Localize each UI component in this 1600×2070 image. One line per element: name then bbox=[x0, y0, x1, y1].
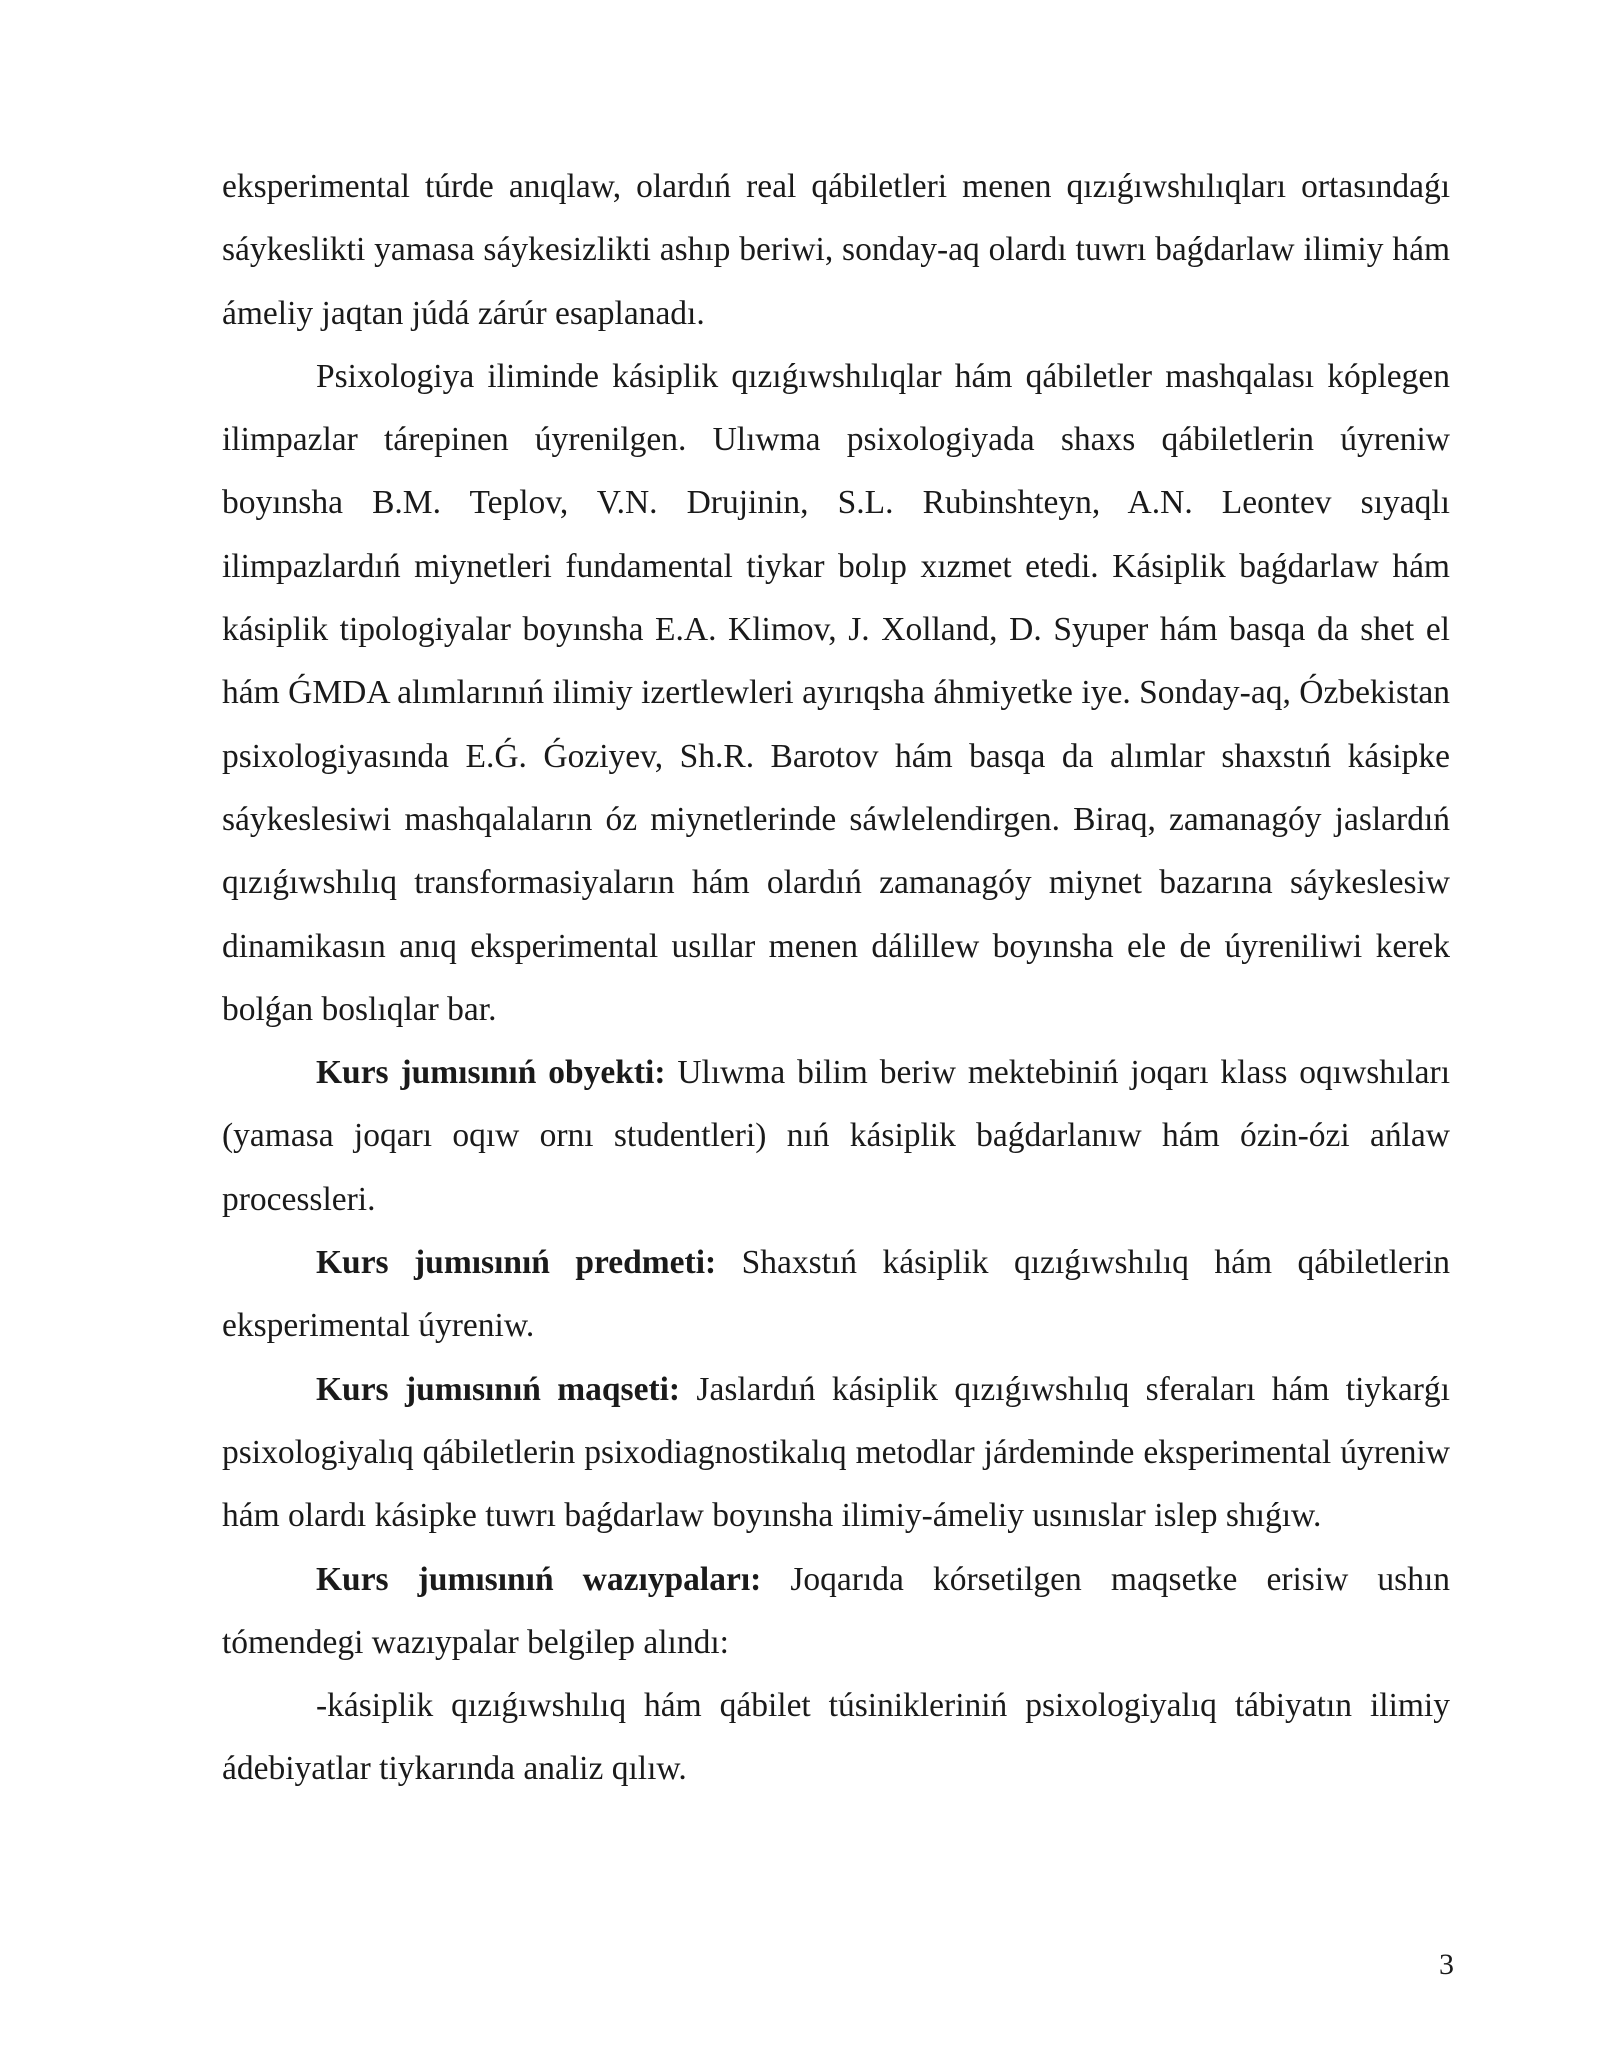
paragraph-text: Joqarıda kórsetilgen maqsetke erisiw ushın tómendegi wazıypalar belgilep alındı: bbox=[222, 1560, 1451, 1661]
paragraph-text: Shaxstıń kásiplik qızıǵıwshılıq hám qábiletlerin eksperimental úyreniw. bbox=[222, 1244, 1450, 1345]
paragraph-text: Ulıwma bilim beriw mektebiniń joqarı klass oqıwshıları (yamasa joqarı oqıw ornı studentleri) nıń kásiplik baǵdarlanıw hám ózin-ózi ańlaw processleri. bbox=[222, 1054, 1450, 1218]
paragraph-heading: Kurs jumısınıń predmeti: bbox=[316, 1244, 717, 1282]
paragraph-text: Jaslardıń kásiplik qızıǵıwshılıq sferaları hám tiykarǵı psixologiyalıq qábiletlerin psixodiagnostikalıq metodlar járdeminde eksperimental úyreniw hám olardı kásipke tuwrı baǵdarlaw boyınsha ilimiy-ámeliy usınıslar islep shıǵıw. bbox=[222, 1370, 1450, 1535]
paragraph-task-item bbox=[222, 1674, 1450, 1801]
paragraph-text: eksperimental túrde anıqlaw, olardıń real qábiletleri menen qızıǵıwshılıqları ortasındaǵı sáykeslikti yamasa sáykesizlikti ashıp beriwi, sonday-aq olardı tuwrı baǵdarlaw ilimiy hám ámeliy jaqtan júdá zárúr esaplanadı. bbox=[222, 168, 1450, 332]
paragraph-intro-continuation bbox=[222, 155, 1450, 345]
paragraph-heading: Kurs jumısınıń obyekti: bbox=[316, 1054, 666, 1092]
paragraph-heading: Kurs jumısınıń maqseti: bbox=[316, 1370, 681, 1408]
paragraph-tasks bbox=[222, 1548, 1450, 1675]
paragraph-object bbox=[222, 1041, 1450, 1231]
paragraph-text: -kásiplik qızıǵıwshılıq hám qábilet túsinikleriniń psixologiyalıq tábiyatın ilimiy ádebiyatlar tiykarında analiz qılıw. bbox=[222, 1687, 1450, 1788]
paragraph-literature-review bbox=[222, 345, 1450, 1041]
document-body bbox=[222, 155, 1450, 1801]
paragraph-subject bbox=[222, 1231, 1450, 1358]
paragraph-heading: Kurs jumısınıń wazıypaları: bbox=[316, 1560, 762, 1598]
paragraph-goal bbox=[222, 1358, 1450, 1548]
paragraph-text: Psixologiya iliminde kásiplik qızıǵıwshılıqlar hám qábiletler mashqalası kóplegen ilimpazlar tárepinen úyrenilgen. Ulıwma psixologiyada shaxs qábiletlerin úyreniw boyınsha B.M. Teplov, V.N. Drujinin, S.L. Rubinshteyn, A.N. Leontev sıyaqlı ilimpazlardıń miynetleri fundamental tiykar bolıp xızmet etedi. Kásiplik baǵdarlaw hám kásiplik tipologiyalar boyınsha E.A. Klimov, J. Xolland, D. Syuper hám basqa da shet el hám ǴMDA alımlarınıń ilimiy izertlewleri ayırıqsha áhmiyetke iye. Sonday-aq, Ózbekistan psixologiyasında E.Ǵ. Ǵoziyev, Sh.R. Barotov hám basqa da alımlar shaxstıń kásipke sáykeslesiwi mashqalaların óz miynetlerinde sáwlelendirgen. Biraq, zamanagóy jaslardıń qızıǵıwshılıq transformasiyaların hám olardıń zamanagóy miynet bazarına sáykeslesiw dinamikasın anıq eksperimental usıllar menen dálillew boyınsha ele de úyreniliwi kerek bolǵan boslıqlar bar. bbox=[222, 357, 1450, 1028]
page-number: 3 bbox=[1439, 1948, 1454, 1981]
